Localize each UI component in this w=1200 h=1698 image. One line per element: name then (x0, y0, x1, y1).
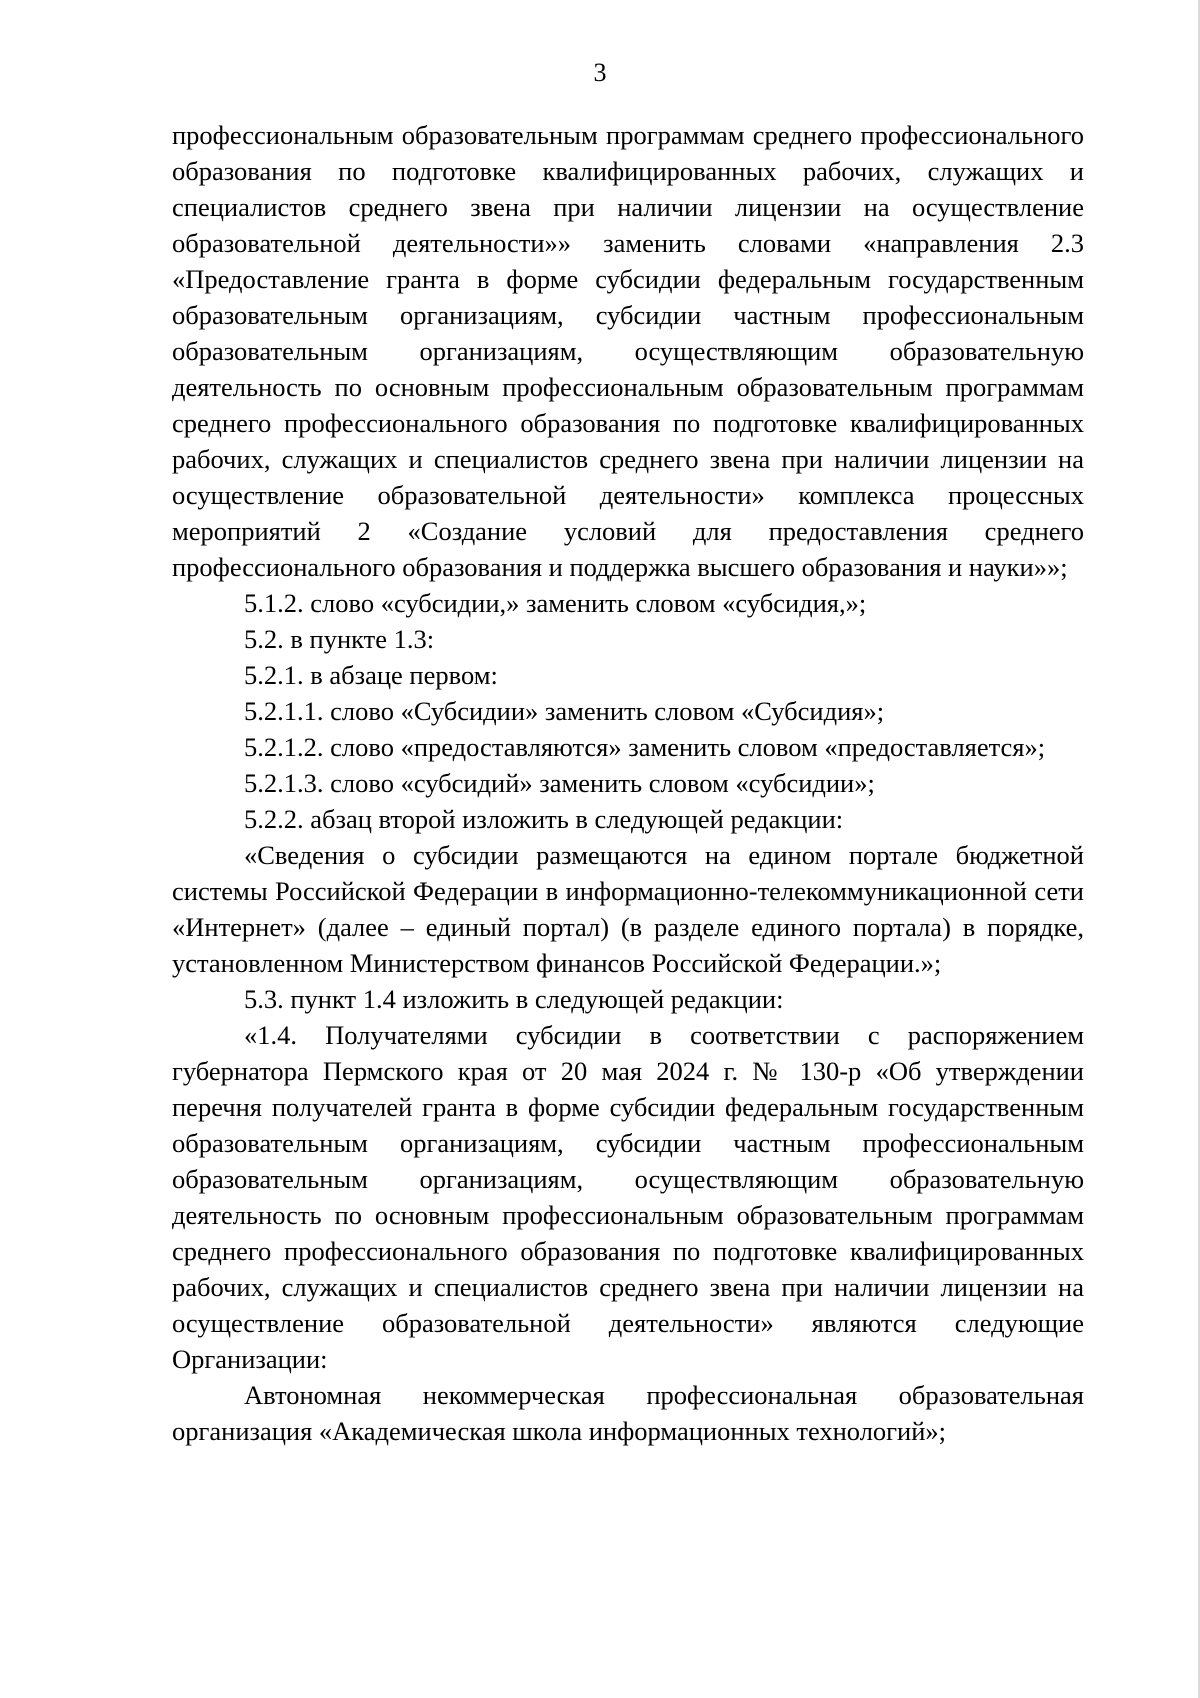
paragraph-5-2-2: 5.2.2. абзац второй изложить в следующей редакции: (244, 804, 844, 834)
paragraph-5-1-2: 5.1.2. слово «субсидии,» заменить словом «субсидия,»; (244, 588, 867, 618)
paragraph-5-2-1-1: 5.2.1.1. слово «Субсидии» заменить словом «Субсидия»; (244, 696, 885, 726)
paragraph-5-2-1-3: 5.2.1.3. слово «субсидий» заменить словом «субсидии»; (244, 768, 875, 798)
paragraph-5-2: 5.2. в пункте 1.3: (244, 624, 435, 654)
paragraph-continuation: профессиональным образовательным программам среднего профессионального образования по подготовке квалифицированных рабочих, служащих и специалистов среднего звена при наличии лицензии на осуществление образовательной деятельности»» заменить словами «направления 2.3 «Предоставление гранта в форме субсидии федеральным государственным образовательным организациям, субсидии частным профессиональным образовательным организациям, осуществляющим образовательную деятельность по основным профессиональным образовательным программам среднего профессионального образования по подготовке квалифицированных рабочих, служащих и специалистов среднего звена при наличии лицензии на осуществление образовательной деятельности» комплекса процессных мероприятий 2 «Создание условий для предоставления среднего профессионального образования и поддержка высшего образования и науки»»; (172, 120, 1084, 582)
paragraph-1-4-recipients: «1.4. Получателями субсидии в соответствии с распоряжением губернатора Пермского края от 20 мая 2024 г. № 130-р «Об утверждении перечня получателей гранта в форме субсидии федеральным государственным образовательным организациям, субсидии частным профессиональным образовательным организациям, осуществляющим образовательную деятельность по основным профессиональным образовательным программам среднего профессионального образования по подготовке квалифицированных рабочих, служащих и специалистов среднего звена при наличии лицензии на осуществление образовательной деятельности» являются следующие Организации: (172, 1020, 1084, 1374)
paragraph-quote-subsidy-info: «Сведения о субсидии размещаются на едином портале бюджетной системы Российской Федерации в информационно-телекоммуникационной сети «Интернет» (далее – единый портал) (в разделе единого портала) в порядке, установленном Министерством финансов Российской Федерации.»; (172, 840, 1084, 978)
paragraph-5-2-1: 5.2.1. в абзаце первом: (244, 660, 498, 690)
paragraph-organization-entry: Автономная некоммерческая профессиональная образовательная организация «Академическая школа информационных технологий»; (172, 1380, 1084, 1446)
page-number: 3 (593, 58, 607, 87)
paragraph-5-3: 5.3. пункт 1.4 изложить в следующей редакции: (244, 984, 784, 1014)
paragraph-5-2-1-2: 5.2.1.2. слово «предоставляются» заменить словом «предоставляется»; (244, 732, 1046, 762)
document-body (172, 117, 1084, 1449)
